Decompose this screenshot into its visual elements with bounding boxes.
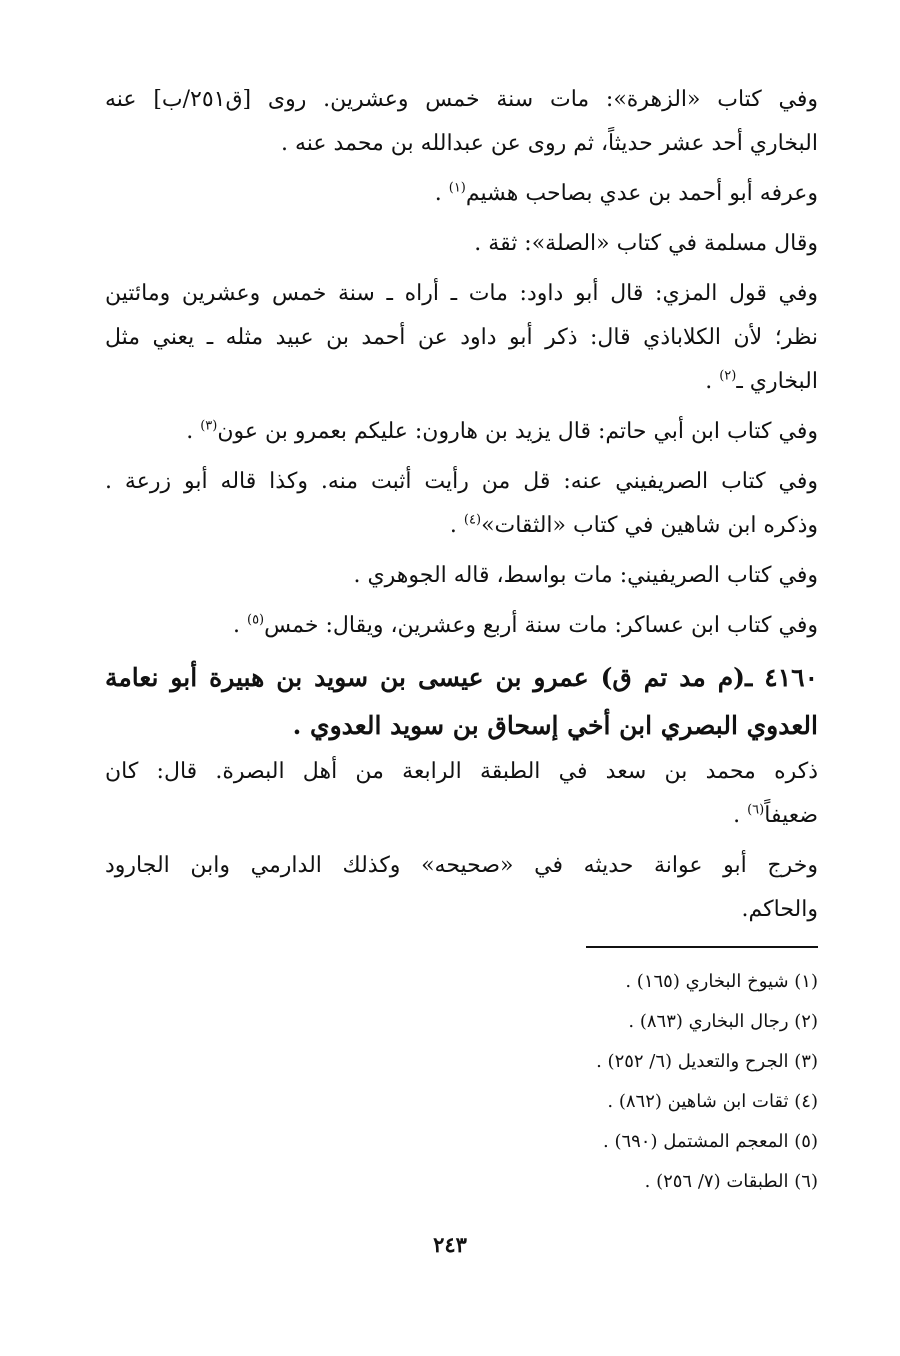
line-text: وفي كتاب ابن أبي حاتم: قال يزيد بن هارون: عليكم بعمرو بن عون [217,419,818,444]
paragraph [105,750,818,838]
paragraph [105,554,818,598]
line-text: وذكره ابن شاهين في كتاب «الثقات» [481,513,818,538]
text-line [105,888,818,932]
line-text: نظر؛ لأن الكلاباذي قال: ذكر أبو داود عن أحمد بن عبيد مثله ـ يعني مثل [105,325,818,350]
line-tail: . [449,513,464,538]
line-text: البخاري ـ [736,369,818,394]
text-line [105,78,818,122]
line-tail: . [733,803,748,828]
text-line [105,750,818,794]
paragraph [105,78,818,166]
line-text: وخرج أبو عوانة حديثه في «صحيحه» وكذلك الدارمي وابن الجارود [105,853,818,878]
line-text: والحاكم. [741,897,818,922]
text-line [105,222,818,266]
paragraph [105,604,818,648]
footnote: (٥) المعجم المشتمل (٦٩٠) . [603,1131,818,1152]
line-tail: . [434,181,449,206]
text-line [105,360,818,404]
text-line [105,172,818,216]
text-line [105,554,818,598]
text-line [105,844,818,888]
paragraph [105,460,818,548]
text-line [105,272,818,316]
paragraph [105,172,818,216]
line-text: ذكره محمد بن سعد في الطبقة الرابعة من أهل البصرة. قال: كان [105,759,818,784]
footnote-marker[interactable]: (٣) [200,418,218,434]
text-line [105,604,818,648]
line-tail: . [705,369,720,394]
line-text: وقال مسلمة في كتاب «الصلة»: ثقة . [474,231,818,256]
footnote-marker[interactable]: (٤) [463,512,482,528]
line-text: البخاري أحد عشر حديثاً، ثم روى عن عبدالله بن محمد عنه . [281,131,818,156]
line-text: وعرفه أبو أحمد بن عدي بصاحب هشيم [465,181,818,206]
footnote: (٤) ثقات ابن شاهين (٨٦٢) . [607,1091,818,1112]
entry-text [105,750,818,932]
paragraph [105,272,818,404]
heading-line: العدوي البصري ابن أخي إسحاق بن سويد العدوي . [292,711,818,740]
paragraph [105,222,818,266]
footnote-separator [586,946,818,948]
entry-heading [105,654,818,750]
text-line [105,122,818,166]
line-text: ضعيفاً [764,803,818,828]
line-tail: . [232,613,247,638]
footnote-marker[interactable]: (٥) [246,612,265,628]
page-number: ٢٤٣ [433,1232,467,1257]
paragraph [105,844,818,932]
line-tail: . [186,419,201,444]
heading-line: ٤١٦٠ ـ(م مد تم ق) عمرو بن عيسى بن سويد بن هبيرة أبو نعامة [105,663,818,692]
footnote: (٦) الطبقات (٧/ ٢٥٦) . [644,1171,818,1192]
footnote-marker[interactable]: (٢) [719,368,737,384]
line-text: وفي كتاب الصريفيني عنه: قل من رأيت أثبت منه. وكذا قاله أبو زرعة . [105,469,818,494]
footnote-marker[interactable]: (١) [448,180,466,196]
text-line [105,460,818,504]
line-text: وفي كتاب «الزهرة»: مات سنة خمس وعشرين. روى [ق٢٥١/ب] عنه [105,87,819,112]
text-line [105,316,818,360]
text-line [105,504,818,548]
text-line [105,794,818,838]
footnote: (١) شيوخ البخاري (١٦٥) . [625,971,818,992]
footnote: (٢) رجال البخاري (٨٦٣) . [628,1011,818,1032]
line-text: وفي كتاب الصريفيني: مات بواسط، قاله الجوهري . [353,563,818,588]
footnotes [105,962,818,1202]
line-text: وفي كتاب ابن عساكر: مات سنة أربع وعشرين، ويقال: خمس [264,613,818,638]
footnote-marker[interactable]: (٦) [747,802,765,818]
line-text: وفي قول المزي: قال أبو داود: مات ـ أراه ـ سنة خمس وعشرين ومائتين [105,281,818,306]
footnote: (٣) الجرح والتعديل (٦/ ٢٥٢) . [596,1051,818,1072]
text-line [105,410,818,454]
body-text [105,78,818,648]
paragraph [105,410,818,454]
